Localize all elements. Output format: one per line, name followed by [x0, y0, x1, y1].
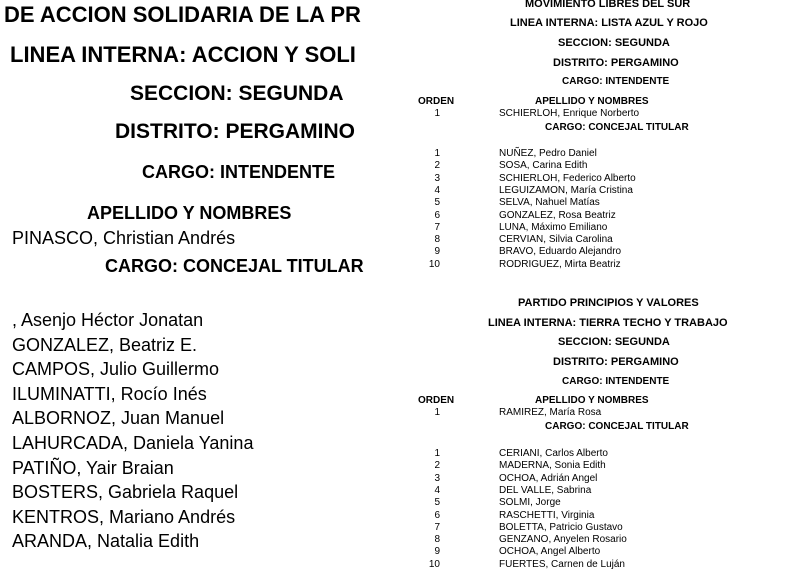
concejal-orden: 5	[434, 197, 440, 209]
concejal-name: DEL VALLE, Sabrina	[499, 484, 592, 496]
intendente-name: SCHIERLOH, Enrique Norberto	[499, 108, 640, 119]
party-title: DE ACCION SOLIDARIA DE LA PR	[4, 2, 361, 27]
concejal-orden: 9	[434, 546, 440, 558]
intendente-num: 1	[434, 108, 440, 119]
seccion: SECCION: SEGUNDA	[130, 82, 344, 105]
concejal-orden: 7	[434, 521, 440, 533]
distrito: DISTRITO: PERGAMINO	[553, 356, 679, 368]
concejal-name: ALBORNOZ, Juan Manuel	[12, 408, 225, 429]
concejal-name: SOLMI, Jorge	[499, 497, 561, 509]
concejal-name: LAHURCADA, Daniela Yanina	[12, 433, 254, 453]
concejal-name: FUERTES, Carnen de Luján	[499, 558, 625, 570]
concejal-orden: 2	[434, 460, 440, 472]
concejal-orden: 9	[434, 246, 440, 258]
concejal-name: CERIANI, Carlos Alberto	[499, 448, 608, 459]
concejal-orden: 4	[434, 184, 440, 196]
intendente-name: RAMIREZ, María Rosa	[499, 407, 602, 418]
concejal-orden: 1	[434, 448, 440, 459]
concejal-orden: 2	[434, 160, 440, 172]
concejal-name: LUNA, Máximo Emiliano	[499, 221, 608, 233]
concejal-name: OCHOA, Angel Alberto	[499, 546, 601, 558]
concejal-name: , Asenjo Héctor Jonatan	[12, 310, 204, 330]
apellido-header: APELLIDO Y NOMBRES	[535, 395, 649, 406]
orden-header: ORDEN	[418, 395, 455, 406]
left-document-panel	[0, 0, 398, 579]
distrito: DISTRITO: PERGAMINO	[553, 57, 679, 69]
concejal-orden: 10	[428, 558, 440, 570]
concejal-name: GENZANO, Anyelen Rosario	[499, 534, 627, 546]
cargo-concejal: CARGO: CONCEJAL TITULAR	[545, 122, 689, 133]
cargo-intendente: CARGO: INTENDENTE	[562, 76, 670, 87]
concejal-name: GONZALEZ, Rosa Beatriz	[499, 209, 616, 221]
concejal-name: NUÑEZ, Pedro Daniel	[499, 148, 597, 159]
concejal-name: BOLETTA, Patricio Gustavo	[499, 521, 623, 533]
concejal-name: BOSTERS, Gabriela Raquel	[12, 482, 239, 503]
concejal-orden: 6	[434, 209, 440, 221]
linea-interna: LINEA INTERNA: TIERRA TECHO Y TRABAJO	[488, 317, 728, 329]
concejal-name: BRAVO, Eduardo Alejandro	[499, 246, 622, 258]
concejal-name: SOSA, Carina Edith	[499, 160, 588, 172]
concejal-name: CAMPOS, Julio Guillermo	[12, 359, 220, 380]
concejal-name: PATIÑO, Yair Braian	[12, 457, 174, 478]
party-title: MOVIMIENTO LIBRES DEL SUR	[525, 0, 691, 10]
orden-header: ORDEN	[418, 96, 455, 107]
right-document-panel	[400, 0, 800, 579]
concejal-name: OCHOA, Adrián Angel	[499, 472, 598, 484]
concejal-name: SELVA, Nahuel Matías	[499, 197, 600, 209]
apellido-header: APELLIDO Y NOMBRES	[87, 203, 292, 223]
cargo-concejal: CARGO: CONCEJAL TITULAR	[545, 421, 689, 432]
concejal-orden: 8	[434, 534, 440, 546]
concejal-orden: 5	[434, 497, 440, 509]
intendente-name: PINASCO, Christian Andrés	[12, 228, 236, 248]
concejal-name: RODRIGUEZ, Mirta Beatriz	[499, 258, 621, 270]
concejal-name: CERVIAN, Silvia Carolina	[499, 234, 613, 246]
concejal-name: LEGUIZAMON, María Cristina	[499, 184, 633, 196]
apellido-header: APELLIDO Y NOMBRES	[535, 96, 649, 107]
linea-interna: LINEA INTERNA: ACCION Y SOLI	[10, 42, 356, 67]
concejal-name: GONZALEZ, Beatriz E.	[12, 334, 198, 355]
concejal-name: SCHIERLOH, Federico Alberto	[499, 172, 636, 184]
concejal-orden: 4	[434, 484, 440, 496]
concejal-orden: 6	[434, 509, 440, 521]
concejal-orden: 3	[434, 172, 440, 184]
cargo-intendente: CARGO: INTENDENTE	[562, 376, 670, 387]
concejal-orden: 3	[434, 472, 440, 484]
seccion: SECCION: SEGUNDA	[558, 336, 670, 348]
linea-interna: LINEA INTERNA: LISTA AZUL Y ROJO	[510, 17, 708, 29]
cargo-concejal: CARGO: CONCEJAL TITULAR	[105, 256, 364, 276]
party-title: PARTIDO PRINCIPIOS Y VALORES	[518, 297, 699, 309]
intendente-num: 1	[434, 407, 440, 418]
concejal-name: KENTROS, Mariano Andrés	[12, 506, 236, 527]
concejal-name: RASCHETTI, Virginia	[499, 509, 595, 521]
concejal-orden: 1	[434, 148, 440, 159]
cargo-intendente: CARGO: INTENDENTE	[142, 162, 335, 182]
distrito: DISTRITO: PERGAMINO	[115, 120, 355, 143]
concejal-name: MADERNA, Sonia Edith	[499, 460, 606, 472]
concejal-orden: 8	[434, 234, 440, 246]
concejal-name: ARANDA, Natalia Edith	[12, 531, 200, 552]
concejal-orden: 10	[428, 258, 440, 270]
seccion: SECCION: SEGUNDA	[558, 37, 670, 49]
concejal-orden: 7	[434, 221, 440, 233]
concejal-name: ILUMINATTI, Rocío Inés	[12, 383, 207, 404]
